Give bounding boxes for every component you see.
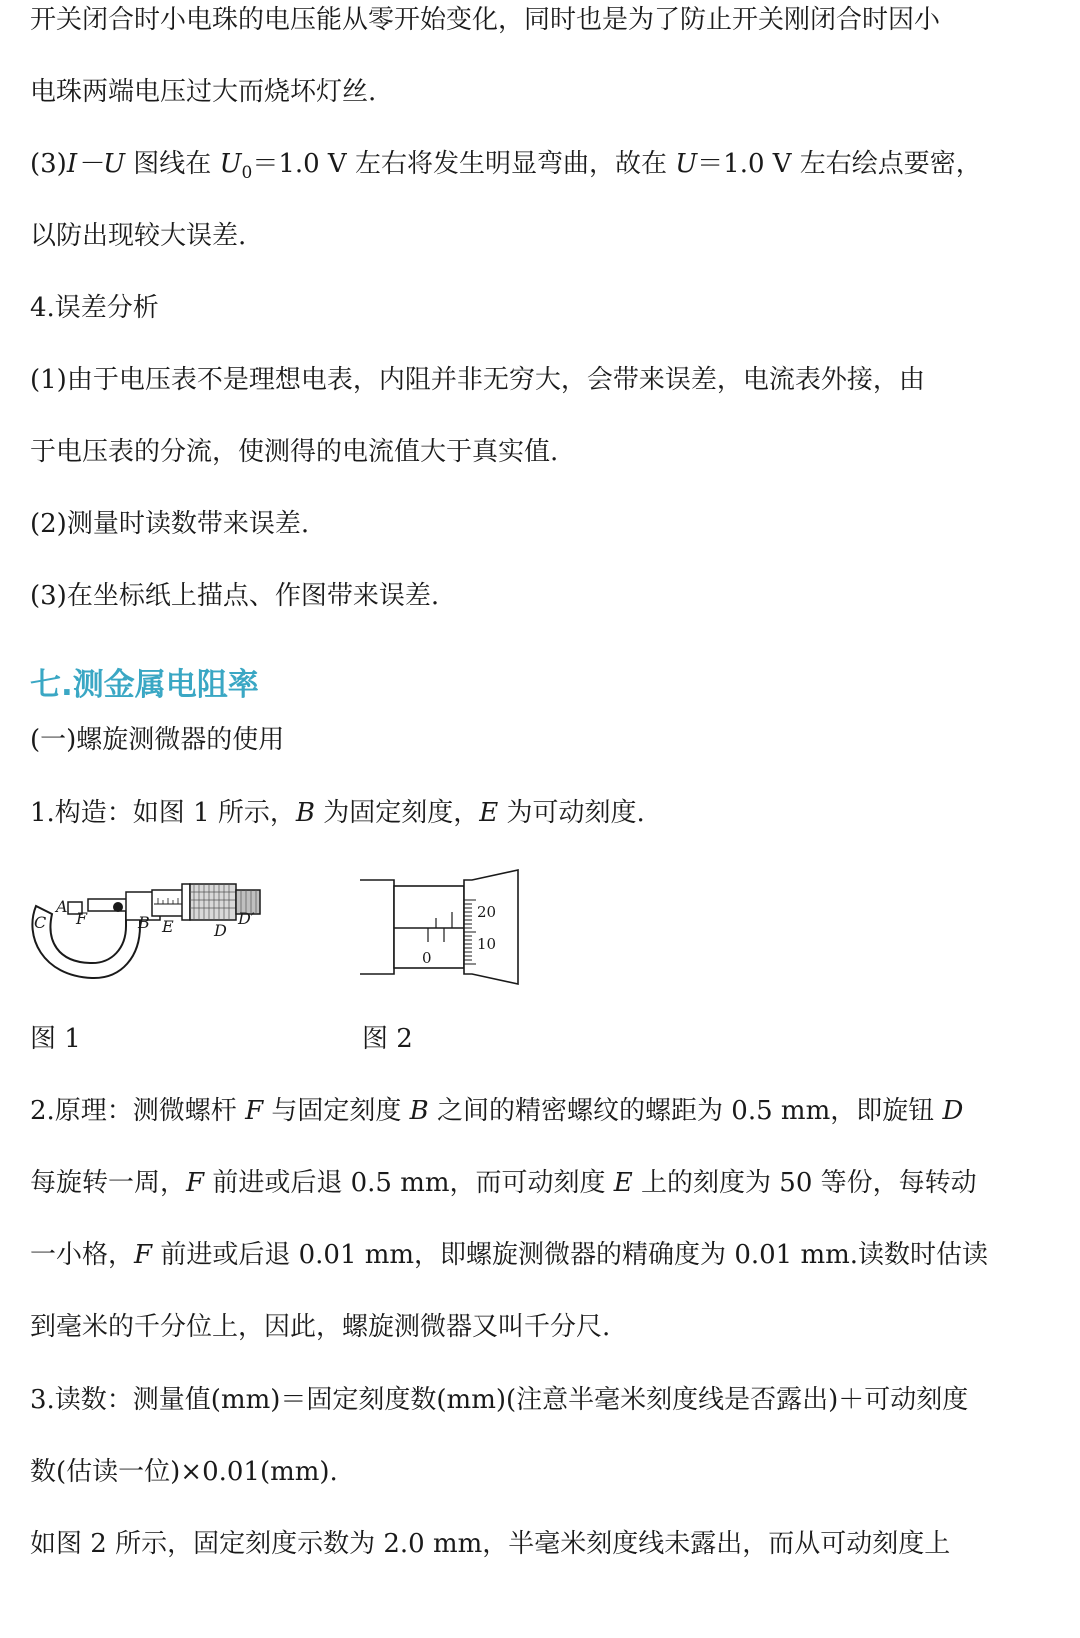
text-span: 电珠两端电压过大而烧坏灯丝. (30, 77, 377, 107)
label-c: C (34, 913, 47, 932)
math-variable: U (219, 149, 242, 179)
paragraph-line (30, 360, 1062, 400)
paragraph-line (30, 504, 1062, 544)
math-variable: B (409, 1096, 429, 1126)
text-span: 前进或后退 0.01 mm，即螺旋测微器的精确度为 0.01 mm.读数时估读 (152, 1240, 989, 1270)
paragraph-line (30, 576, 1062, 616)
text-span: 2.原理：测微螺杆 (30, 1096, 246, 1126)
figure2-caption: 图 2 (362, 1024, 413, 1054)
text-span: 为固定刻度， (315, 798, 480, 828)
paragraph-line (30, 72, 1062, 112)
label-b: B (138, 913, 150, 932)
text-span: 数(估读一位)×0.01(mm). (30, 1457, 338, 1487)
thimble-label-10: 10 (477, 935, 497, 953)
paragraph-line (30, 1524, 1062, 1564)
text-span: 前进或后退 0.5 mm，而可动刻度 (204, 1168, 614, 1198)
scale-diagram (358, 866, 528, 990)
paragraph-line (30, 432, 1062, 472)
paragraph-line (30, 0, 1062, 40)
section-subtitle (30, 288, 1062, 328)
math-variable: F (186, 1168, 205, 1198)
paragraph-line (30, 1163, 1062, 1203)
main-scale-label-0: 0 (422, 949, 432, 967)
math-variable: F (245, 1096, 264, 1126)
paragraph-line (30, 216, 1062, 256)
label-a: A (56, 897, 68, 916)
paragraph-line (30, 1235, 1062, 1275)
text-span: 一小格， (30, 1240, 135, 1270)
math-variable: E (613, 1168, 633, 1198)
text-span: (一)螺旋测微器的使用 (30, 725, 285, 755)
text-span: ＝1.0 V 左右将发生明显弯曲，故在 (252, 149, 676, 179)
label-f: F (76, 909, 88, 928)
text-span: 图线在 (125, 149, 220, 179)
paragraph-line (30, 1307, 1062, 1347)
micrometer-diagram (22, 866, 272, 986)
text-span: 上的刻度为 50 等份，每转动 (632, 1168, 977, 1198)
section-subtitle (30, 720, 1062, 760)
math-variable: D (942, 1096, 964, 1126)
text-span: 3.读数：测量值(mm)＝固定刻度数(mm)(注意半毫米刻度线是否露出)＋可动刻度 (30, 1385, 969, 1415)
paragraph-line (30, 1091, 1062, 1131)
micrometer-figure (22, 866, 272, 986)
text-span: 如图 2 所示，固定刻度示数为 2.0 mm，半毫米刻度线未露出，而从可动刻度上 (30, 1529, 951, 1559)
math-variable: I－U (66, 149, 126, 179)
text-span: (2)测量时读数带来误差. (30, 509, 310, 539)
text-span: 为可动刻度. (498, 798, 645, 828)
text-span: 与固定刻度 (263, 1096, 410, 1126)
text-span: 到毫米的千分位上，因此，螺旋测微器又叫千分尺. (30, 1312, 611, 1342)
math-variable: E (479, 798, 499, 828)
text-span: (3) (30, 149, 67, 179)
thimble-label-20: 20 (477, 903, 497, 921)
paragraph-line (30, 1380, 1062, 1420)
subscript: 0 (241, 163, 253, 184)
math-variable: B (295, 798, 315, 828)
text-span: (1)由于电压表不是理想电表，内阻并非无穷大，会带来误差，电流表外接，由 (30, 365, 925, 395)
text-span: 每旋转一周， (30, 1168, 187, 1198)
paragraph-line (30, 144, 1062, 193)
text-span: (3)在坐标纸上描点、作图带来误差. (30, 581, 440, 611)
text-span: 以防出现较大误差. (30, 221, 247, 251)
text-span: 开关闭合时小电珠的电压能从零开始变化，同时也是为了防止开关刚闭合时因小 (30, 5, 941, 35)
text-span: ＝1.0 V 左右绘点要密， (697, 149, 982, 179)
text-span: 于电压表的分流，使测得的电流值大于真实值. (30, 437, 559, 467)
text-span: 4.误差分析 (30, 293, 159, 323)
math-variable: F (134, 1240, 153, 1270)
figure1-caption: 图 1 (30, 1024, 81, 1054)
label-d-prime: D′ (238, 909, 255, 928)
paragraph-line (30, 793, 1062, 833)
scale-reading-figure (358, 866, 528, 990)
math-variable: U (675, 149, 698, 179)
paragraph-line (30, 1452, 1062, 1492)
text-span: 1.构造：如图 1 所示， (30, 798, 296, 828)
section-heading: 七.测金属电阻率 (30, 667, 259, 703)
label-d: D (214, 921, 227, 940)
label-e: E (162, 917, 174, 936)
text-span: 之间的精密螺纹的螺距为 0.5 mm，即旋钮 (428, 1096, 943, 1126)
